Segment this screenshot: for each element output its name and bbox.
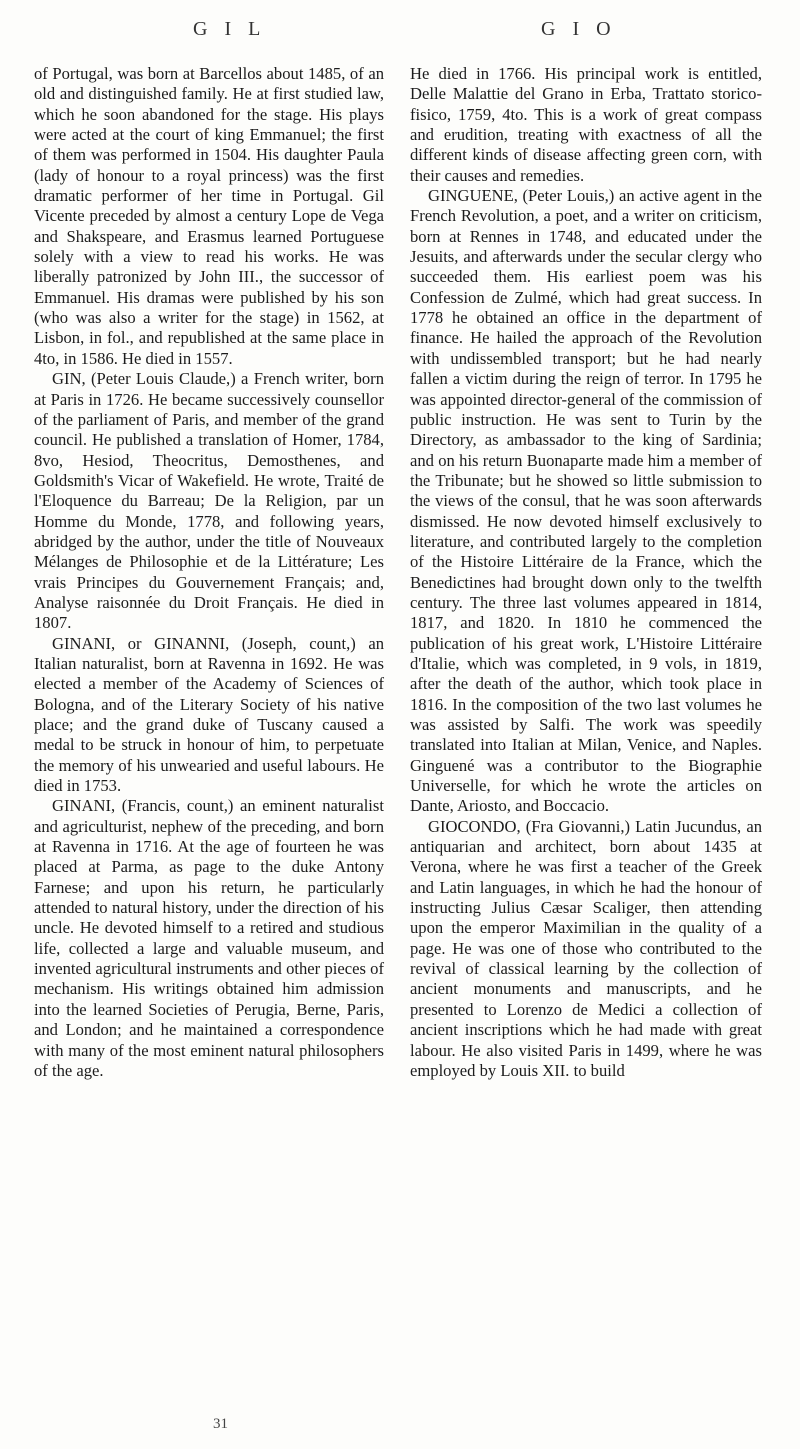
- entry-ginani-joseph: GINANI, or GINANNI, (Joseph, count,) an Italian naturalist, born at Ravenna in 1692. He was elected a member of the Academy of Sciences of Bologna, and of the Literary Society of his native place; and the grand duke of Tuscany caused a medal to be struck in honour of him, to perpetuate the memory of his unwearied and useful labours. He died in 1753.: [34, 633, 384, 796]
- running-header-left: G I L: [193, 18, 267, 40]
- entry-ginguene: GINGUENE, (Peter Louis,) an active agent in the French Revolution, a poet, and a writer on criticism, born at Rennes in 1748, and educated under the Jesuits, and afterwards under the secular clergy who succeeded them. His earliest poem was his Confession de Zulmé, which had great success. In 1778 he obtained an office in the department of finance. He hailed the approach of the Revolution with undissembled transport; but he had nearly fallen a victim during the reign of terror. In 1795 he was appointed director-general of the commission of public instruction. He was sent to Turin by the Directory, as ambassador to the king of Sardinia; and on his return Buonaparte made him a member of the Tribunate; but he showed so little submission to the views of the consul, that he was soon afterwards dismissed. He now devoted himself exclusively to literature, and contributed largely to the completion of the Histoire Littéraire de la France, which the Benedictines had brought down only to the twelfth century. The three last volumes appeared in 1814, 1817, and 1820. In 1810 he commenced the publication of his great work, L'Histoire Littéraire d'Italie, which was completed, in 9 vols, in 1819, after the death of the author, which took place in 1816. In the composition of the two last volumes he was assisted by Salfi. The work was speedily translated into Italian at Milan, Venice, and Naples. Ginguené was a contributor to the Biographie Universelle, for which he wrote the articles on Dante, Ariosto, and Boccacio.: [410, 186, 762, 816]
- entry-gin: GIN, (Peter Louis Claude,) a French writer, born at Paris in 1726. He became successively counsellor of the parliament of Paris, and member of the grand council. He published a translation of Homer, 1784, 8vo, Hesiod, Theocritus, Demosthenes, and Goldsmith's Vicar of Wakefield. He wrote, Traité de l'Eloquence du Barreau; De la Religion, par un Homme du Monde, 1778, and following years, abridged by the author, under the title of Nouveaux Mélanges de Philosophie et de la Littérature; Les vrais Principes du Gouvernement Français; and, Analyse raisonnée du Droit Français. He died in 1807.: [34, 369, 384, 633]
- entry-ginani-francis: GINANI, (Francis, count,) an eminent naturalist and agriculturist, nephew of the preceding, and born at Ravenna in 1716. At the age of fourteen he was placed at Parma, as page to the duke Antony Farnese; and upon his return, he particularly attended to natural history, under the direction of his uncle. He devoted himself to a retired and studious life, collected a large and valuable museum, and invented agricultural instruments and other pieces of mechanism. His writings obtained him admission into the learned Societies of Perugia, Berne, Paris, and London; and he maintained a correspondence with many of the most eminent natural philosophers of the age.: [34, 796, 384, 1080]
- page-number: 31: [213, 1416, 228, 1432]
- paragraph: of Portugal, was born at Barcellos about 1485, of an old and distinguished family. He at first studied law, which he soon abandoned for the stage. His plays were acted at the court of king Emmanuel; the first of them was performed in 1504. His daughter Paula (lady of honour to a royal princess) was the first dramatic performer of her time in Portugal. Gil Vicente preceded by almost a century Lope de Vega and Shakspeare, and Erasmus learned Portuguese solely with a view to read his works. He was liberally patronized by John III., the successor of Emmanuel. His dramas were published by his son (who was also a writer for the stage) in 1562, at Lisbon, in fol., and republished at the same place in 4to, in 1586. He died in 1557.: [34, 64, 384, 368]
- right-column: [410, 64, 762, 1081]
- left-column: [34, 64, 384, 1081]
- entry-giocondo: GIOCONDO, (Fra Giovanni,) Latin Jucundus, an antiquarian and architect, born about 1435 at Verona, where he was first a teacher of the Greek and Latin languages, in which he had the honour of instructing Julius Cæsar Scaliger, then attending upon the emperor Maximilian in the quality of a page. He was one of those who contributed to the revival of classical learning by the collection of ancient monuments and manuscripts, and he presented to Lorenzo de Medici a collection of ancient inscriptions which he had made with great labour. He also visited Paris in 1499, where he was employed by Louis XII. to build: [410, 816, 762, 1080]
- paragraph: He died in 1766. His principal work is entitled, Delle Malattie del Grano in Erba, Trattato storico-fisico, 1759, 4to. This is a work of great compass and erudition, treating with exactness of all the different kinds of disease affecting green corn, with their causes and remedies.: [410, 64, 762, 185]
- running-header-right: G I O: [541, 18, 617, 40]
